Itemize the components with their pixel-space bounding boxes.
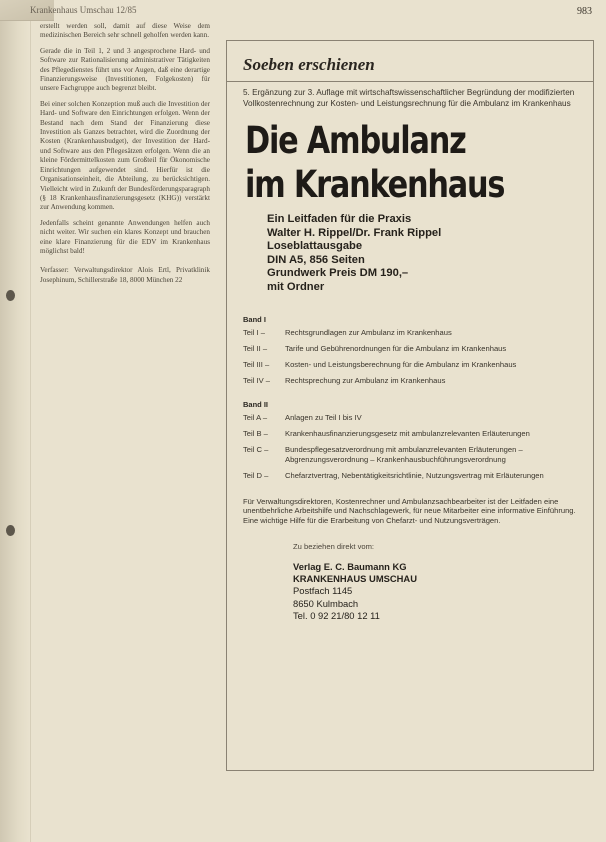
- list-item: [241, 429, 579, 439]
- band-label: Band I: [243, 314, 266, 324]
- item-text: Anlagen zu Teil I bis IV: [285, 412, 362, 422]
- divider: [227, 81, 593, 82]
- book-size: DIN A5, 856 Seiten: [267, 253, 365, 266]
- book-title-line: Die Ambulanz: [245, 119, 466, 162]
- book-title: [245, 119, 519, 207]
- author-signature: Verfasser: Verwaltungsdirektor Alois Ertl, Privatklinik Josephinum, Schillerstraße 18, 8000 München 22: [40, 266, 210, 284]
- ad-intro: 5. Ergänzung zur 3. Auflage mit wirtschaftswissenschaftlicher Begründung der modifizierten Vollkostenrechnung zur Kosten- und Leistungsrechnung für die Ambulanz im Krankenhaus: [243, 88, 575, 108]
- list-item: [241, 360, 579, 370]
- punch-hole: [6, 290, 15, 301]
- city: 8650 Kulmbach: [293, 597, 359, 609]
- item-text: Bundespflegesatzverordnung mit ambulanzrelevanten Erläuterungen – Abgrenzungsverordnung – Krankenhausbuchführungsverordnung: [285, 444, 523, 464]
- paragraph: Bei einer solchen Konzeption muß auch die Investition der Hard- und Software den Einrichtungen erfolgen. Wenn der Bestand nach dem Stand der Finanzierung diese Investition als Ganzes betrachtet, wird die Zuordnung der Kosten (Krankenhausbudget), der Investition der Hard- und Software aus den Pflegesätzen erfolgen. Wenn die an kleine Fördermittelkosten zum Großteil für Ökonomische Einrichtungen aufgewendet sind. Hierfür ist die Organisationseinheit, die Abteilung, zu berücksichtigen. Vielleicht wird in Zukunft der Bundesförderungsparagraph (§ 18 Krankenhausfinanzierungsgesetz (KHG)) verstärkt zur Anwendung kommen.: [40, 99, 210, 212]
- phone: Tel. 0 92 21/80 12 11: [293, 609, 380, 621]
- item-text: Kosten- und Leistungsberechnung für die Ambulanz im Krankenhaus: [285, 359, 517, 369]
- item-text: Krankenhausfinanzierungsgesetz mit ambulanzrelevanten Erläuterungen: [285, 428, 530, 438]
- item-key: Teil D –: [243, 470, 269, 480]
- punch-hole: [6, 525, 15, 536]
- page-spine: [0, 0, 31, 842]
- item-key: Teil B –: [243, 428, 268, 438]
- book-authors: Walter H. Rippel/Dr. Frank Rippel: [267, 226, 442, 239]
- item-key: Teil A –: [243, 412, 268, 422]
- item-key: Teil C –: [243, 444, 269, 454]
- item-key: Teil II –: [243, 343, 268, 353]
- list-item: [241, 344, 579, 354]
- item-text: Tarife und Gebührenordnungen für die Ambulanz im Krankenhaus: [285, 343, 507, 353]
- paragraph: Jedenfalls scheint genannte Anwendungen helfen auch nicht weiter. Wir suchen ein klares Konzept und brauchen eine klare Finanzierung für die EDV im Krankenhaus möglichst bald!: [40, 218, 210, 255]
- book-title-line: im Krankenhaus: [245, 163, 505, 206]
- list-item: [241, 471, 579, 481]
- target-audience-notice: Für Verwaltungsdirektoren, Kostenrechner und Ambulanzsachbearbeiter ist der Leitfaden eine unentbehrliche Arbeitshilfe und Nachschlagewerk, für neue Mitarbeiter eine informative Einführung. Eine wichtige Hilfe für die Erarbeitung von Chefarzt- und Nutzungsverträgen.: [243, 496, 576, 526]
- list-item: [241, 376, 579, 386]
- item-text: Chefarztvertrag, Nebentätigkeitsrichtlinie, Nutzungsvertrag mit Erläuterungen: [285, 470, 544, 480]
- list-item: [241, 413, 579, 423]
- journal-name: KRANKENHAUS UMSCHAU: [293, 573, 417, 585]
- order-intro: Zu beziehen direkt vom:: [293, 541, 375, 551]
- book-subtitle: Ein Leitfaden für die Praxis: [267, 213, 412, 225]
- book-format: Loseblattausgabe: [267, 240, 363, 253]
- publisher-address: [293, 561, 579, 622]
- book-binder: mit Ordner: [267, 280, 325, 293]
- publisher-name: Verlag E. C. Baumann KG: [293, 560, 407, 572]
- page-number: 983: [577, 6, 592, 17]
- book-advertisement: [226, 40, 594, 771]
- list-item: [241, 445, 579, 465]
- item-key: Teil IV –: [243, 375, 271, 385]
- running-head: Krankenhaus Umschau 12/85: [30, 5, 137, 15]
- item-key: Teil III –: [243, 359, 270, 369]
- paragraph: Gerade die in Teil 1, 2 und 3 angesprochene Hard- und Software zur Rationalisierung administrativer Tätigkeiten des Pflegedienstes führt uns vor Augen, daß eine derartige Finanzierungsweise (Investitionen, Folgekosten) für unsere Fachgruppe auch begrenzt bleibt.: [40, 46, 210, 93]
- band-label: Band II: [243, 399, 269, 409]
- item-key: Teil I –: [243, 327, 265, 337]
- ad-heading: Soeben erschienen: [243, 55, 375, 74]
- item-text: Rechtsgrundlagen zur Ambulanz im Krankenhaus: [285, 327, 452, 337]
- postbox: Postfach 1145: [293, 585, 353, 597]
- item-text: Rechtsprechung zur Ambulanz im Krankenhaus: [285, 375, 446, 385]
- left-text-column: [40, 22, 210, 291]
- band-1-contents: [241, 315, 579, 386]
- book-price: Grundwerk Preis DM 190,–: [267, 267, 409, 280]
- paragraph: erstellt werden soll, damit auf diese Weise dem medizinischen Bereich sehr schnell geholfen werden kann.: [40, 22, 210, 40]
- list-item: [241, 328, 579, 338]
- band-2-contents: [241, 400, 579, 481]
- book-details: [267, 213, 579, 295]
